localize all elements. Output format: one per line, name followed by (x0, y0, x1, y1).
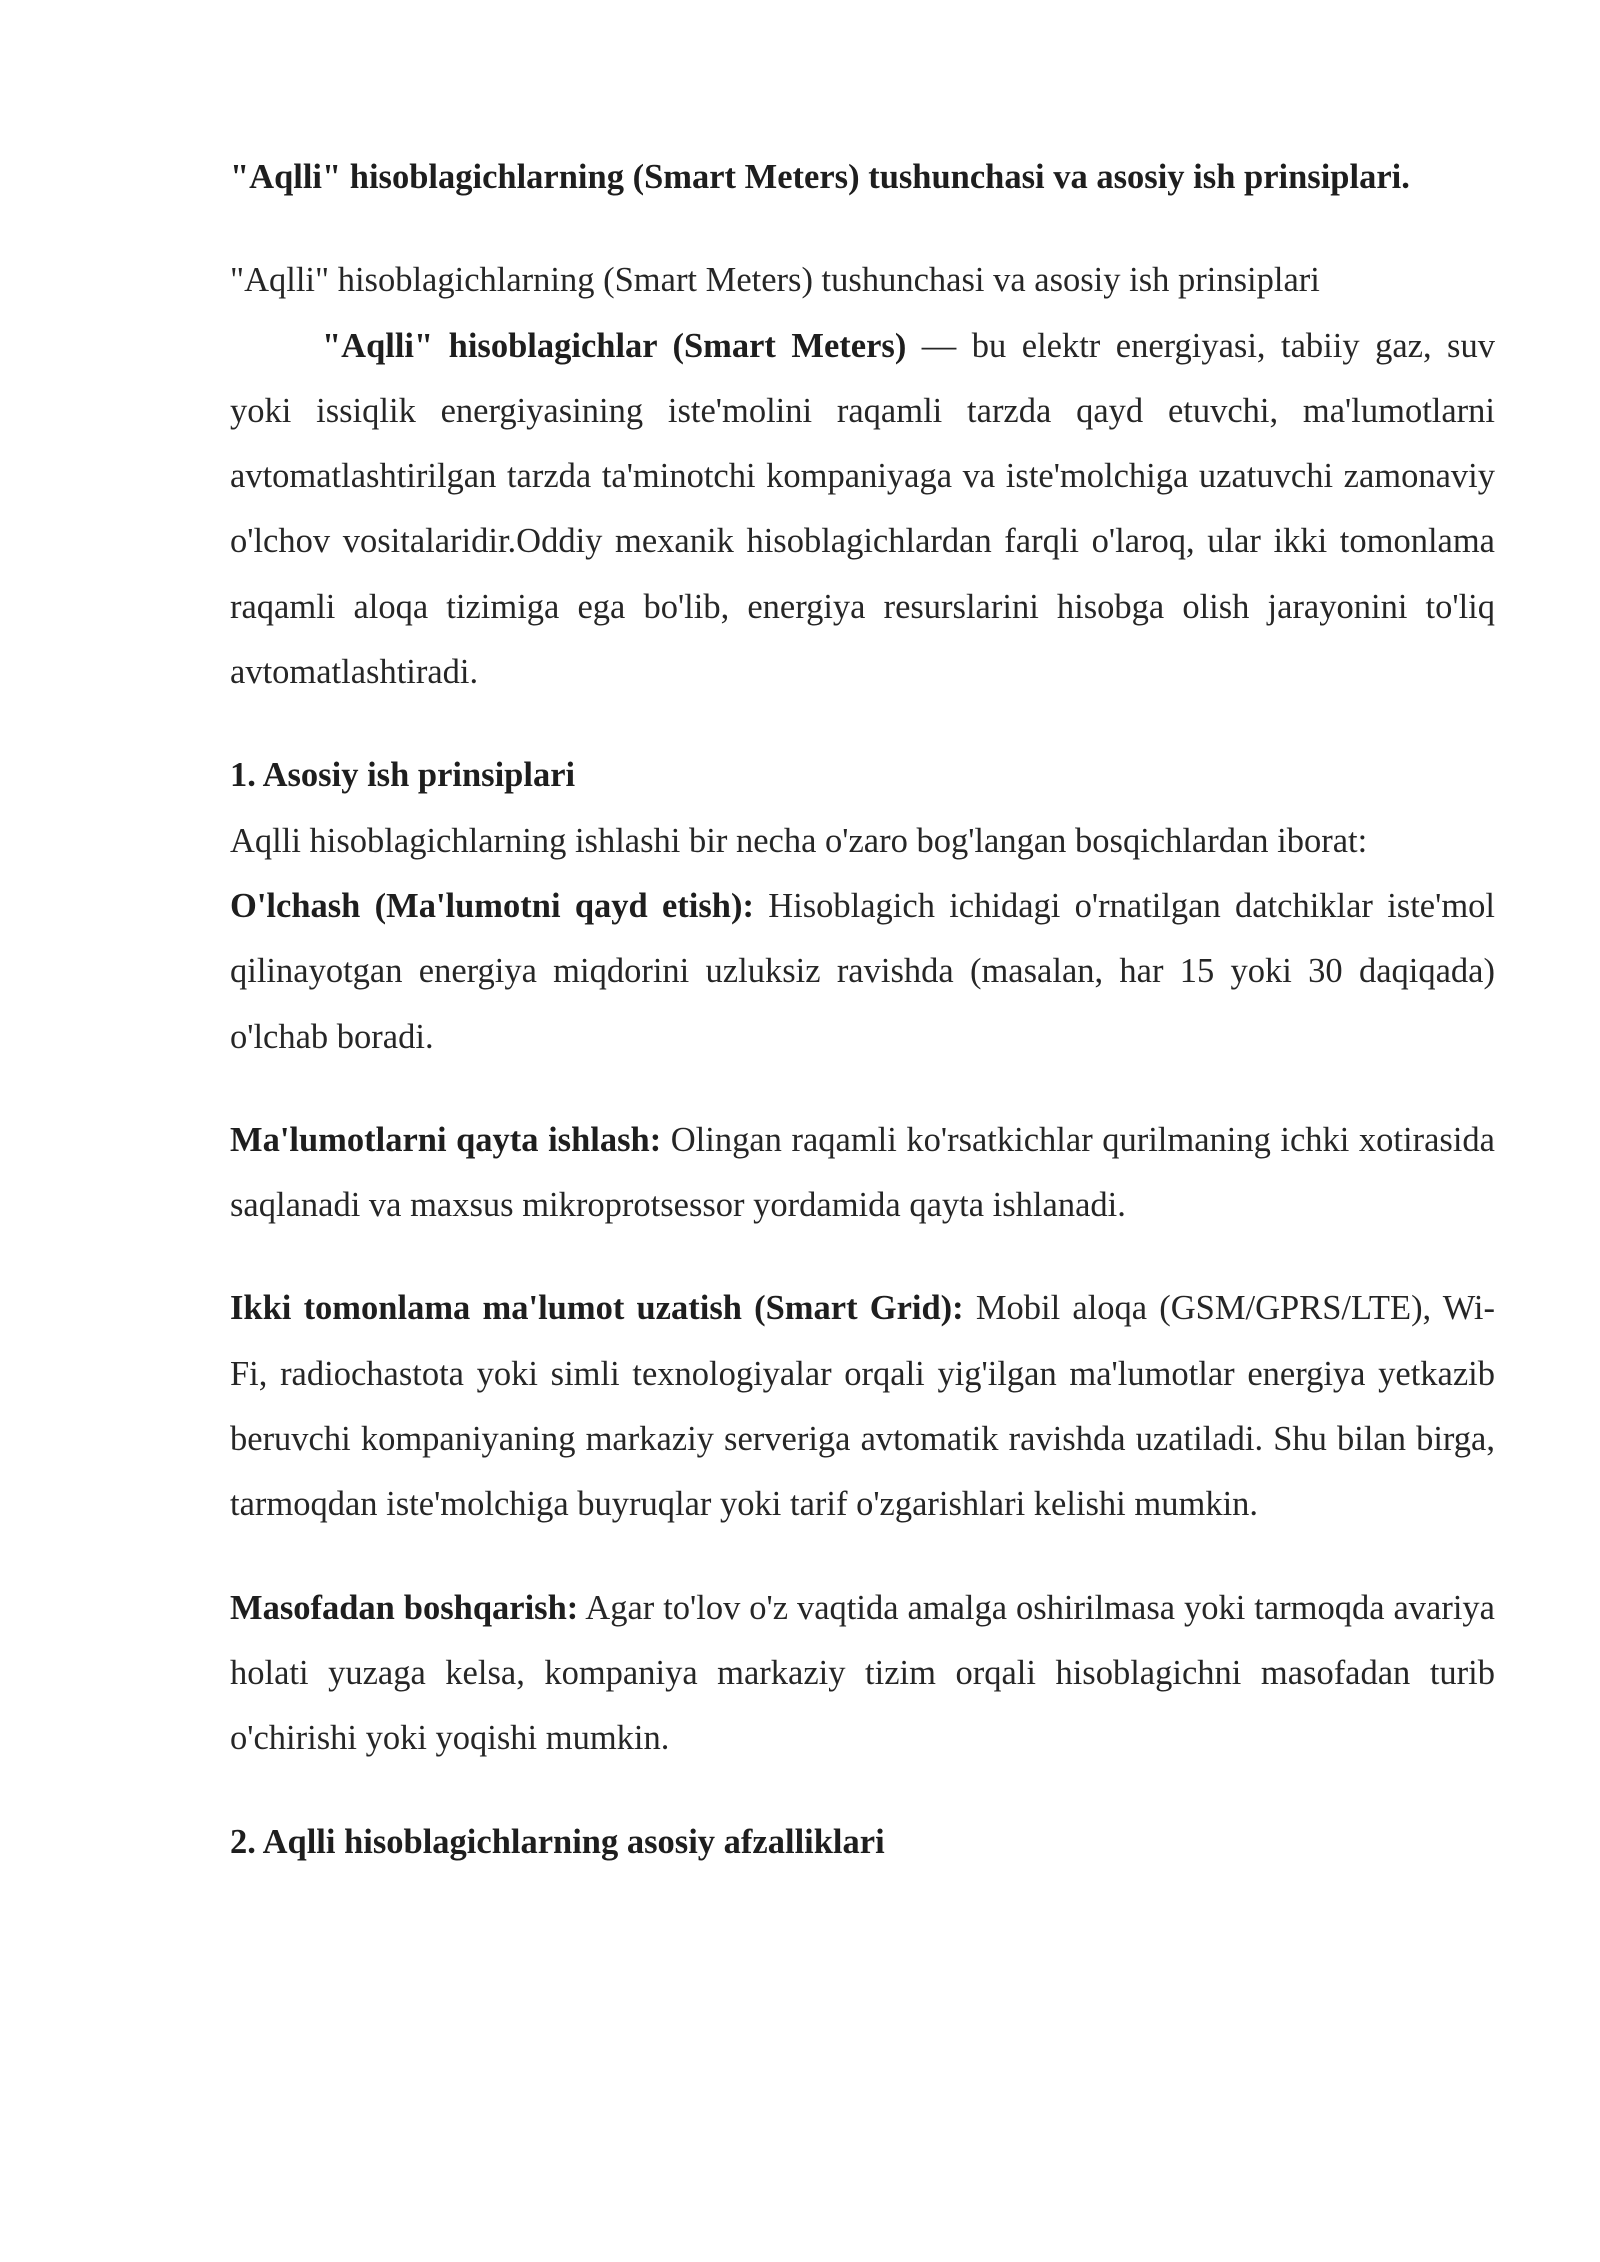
principle-item-term: Ma'lumotlarni qayta ishlash: (230, 1120, 662, 1159)
document-subtitle: "Aqlli" hisoblagichlarning (Smart Meters) tushunchasi va asosiy ish prinsiplari (230, 261, 1320, 300)
intro-text: — bu elektr energiyasi, tabiiy gaz, suv yoki issiqlik energiyasining iste'molini raqamli tarzda qayd etuvchi, ma'lumotlarni avtomatlashtirilgan tarzda ta'minotchi kompaniyaga va iste'molchiga uzatuvchi zamonaviy o'lchov vositalaridir.Oddiy mexanik hisoblagichlardan farqli o'laroq, ular ikki tomonlama raqamli aloqa tizimiga ega bo'lib, energiya resurslarini hisobga olish jarayonini to'liq avtomatlashtiradi. (230, 326, 1495, 692)
principle-item-term: Ikki tomonlama ma'lumot uzatish (Smart Grid): (230, 1289, 964, 1328)
section-2-heading: 2. Aqlli hisoblagichlarning asosiy afzalliklari (230, 1822, 885, 1861)
principle-item-measure (230, 874, 1495, 1070)
intro-term: "Aqlli" hisoblagichlar (Smart Meters) (322, 326, 907, 365)
section-1-heading: 1. Asosiy ish prinsiplari (230, 756, 576, 795)
principle-item-remote-control (230, 1576, 1495, 1772)
principle-item-term: Masofadan boshqarish: (230, 1588, 579, 1627)
intro-paragraph (230, 314, 1495, 706)
principle-item-term: O'lchash (Ma'lumotni qayd etish): (230, 886, 754, 925)
document-title: "Aqlli" hisoblagichlarning (Smart Meters) tushunchasi va asosiy ish prinsiplari. (230, 158, 1410, 196)
principle-item-processing (230, 1108, 1495, 1239)
document-page (230, 145, 1495, 1875)
principle-item-text: Mobil aloqa (GSM/GPRS/LTE), Wi-Fi, radiochastota yoki simli texnologiyalar orqali yig'ilgan ma'lumotlar energiya yetkazib beruvchi kompaniyaning markaziy serveriga avtomatik ravishda uzatiladi. Shu bilan birga, tarmoqdan iste'molchiga buyruqlar yoki tarif o'zgarishlari kelishi mumkin. (230, 1289, 1495, 1524)
principle-item-text: Hisoblagich ichidagi o'rnatilgan datchiklar iste'mol qilinayotgan energiya miqdorini uzluksiz ravishda (masalan, har 15 yoki 30 daqiqada) o'lchab boradi. (230, 886, 1495, 1056)
section-1-lead: Aqlli hisoblagichlarning ishlashi bir necha o'zaro bog'langan bosqichlardan iborat: (230, 821, 1368, 860)
principle-item-text: Agar to'lov o'z vaqtida amalga oshirilmasa yoki tarmoqda avariya holati yuzaga kelsa, kompaniya markaziy tizim orqali hisoblagichni masofadan turib o'chirishi yoki yoqishi mumkin. (230, 1588, 1495, 1758)
principle-item-text: Olingan raqamli ko'rsatkichlar qurilmaning ichki xotirasida saqlanadi va maxsus mikroprotsessor yordamida qayta ishlanadi. (230, 1120, 1495, 1225)
principle-item-transmission (230, 1276, 1495, 1537)
